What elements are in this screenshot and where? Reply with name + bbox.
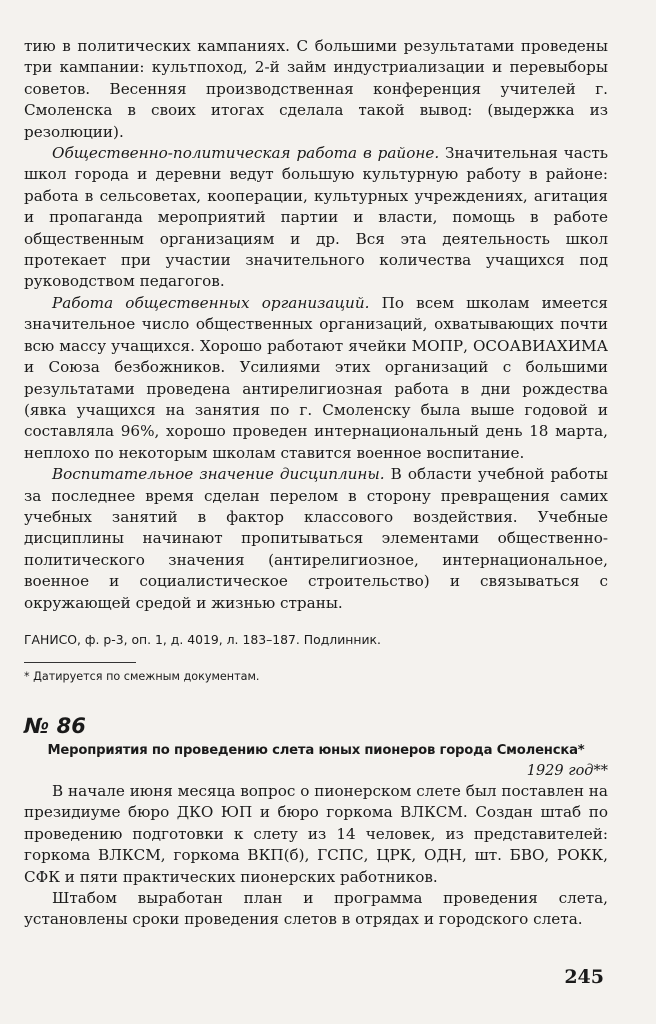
paragraph: В начале июня месяца вопрос о пионерском слете был поставлен на президиуме бюро ДКО ЮП и бюро горкома ВЛКСМ. Создан штаб по проведению подготовки к слету из 14 человек, из представителей: горкома ВЛКСМ, горкома ВКП(б), ГСПС, ЦРК, ОДН, шт. БВО, РОКК, СФК и пяти практических пионерских работников.	[24, 781, 608, 886]
paragraph-text: В области учебной работы за последнее время сделан перелом в сторону превращения самих учебных занятий в фактор классового воздействия. Учебные дисциплины начинают пропитываться элементами общественно-политического значения (антирелигиозное, интернациональное, военное и социалистическое строительство) и связываться с окружающей средой и жизнью страны.	[24, 465, 608, 612]
document-number: № 86	[24, 713, 86, 738]
document-page	[24, 36, 608, 931]
footnote: * Датируется по смежным документам.	[24, 669, 260, 683]
paragraph	[24, 143, 608, 293]
paragraph-lead: Работа общественных организаций.	[52, 293, 370, 312]
archive-reference: ГАНИСО, ф. р-3, оп. 1, д. 4019, л. 183–187. Подлинник.	[24, 631, 381, 647]
footnote-divider	[24, 662, 136, 663]
paragraph	[24, 293, 608, 464]
paragraph	[24, 464, 608, 614]
page-number: 245	[564, 966, 604, 988]
document-title: Мероприятия по проведению слета юных пионеров города Смоленска*	[47, 742, 585, 758]
paragraph	[24, 36, 608, 143]
paragraph-text: Значительная часть школ города и деревни ведут большую культурную работу в районе: работа в сельсоветах, кооперации, культурных учреждениях, агитация и пропаганда мероприятий партии и власти, помощь в работе общественным организациям и др. Вся эта деятельность школ протекает при участии значительного количества учащихся под руководством педагогов.	[24, 144, 608, 291]
paragraph-lead: Общественно-политическая работа в районе.	[52, 144, 440, 163]
paragraph-lead: Воспитательное значение дисциплины.	[52, 465, 385, 484]
document-date: 1929 год**	[526, 762, 608, 779]
paragraph-text: тию в политических кампаниях. С большими результатами проведены три кампании: культпоход, 2-й займ индустриализации и перевыборы советов. Весенняя производственная конференция учителей г. Смоленска в своих итогах сделала такой вывод: (выдержка из резолюции).	[24, 37, 608, 141]
paragraph-text: По всем школам имеется значительное число общественных организаций, охватывающих почти всю массу учащихся. Хорошо работают ячейки МОПР, ОСОАВИАХИМА и Союза безбожников. Усилиями этих организаций с большими результатами проведена антирелигиозная работа в дни рождества (явка учащихся на занятия по г. Смоленску была выше годовой и составляла 96%, хорошо проведен интернациональный день 18 марта, неплохо по некоторым школам ставится военное воспитание.	[24, 293, 608, 462]
paragraph: Штабом выработан план и программа проведения слета, установлены сроки проведения слетов в отрядах и городского слета.	[24, 889, 608, 929]
